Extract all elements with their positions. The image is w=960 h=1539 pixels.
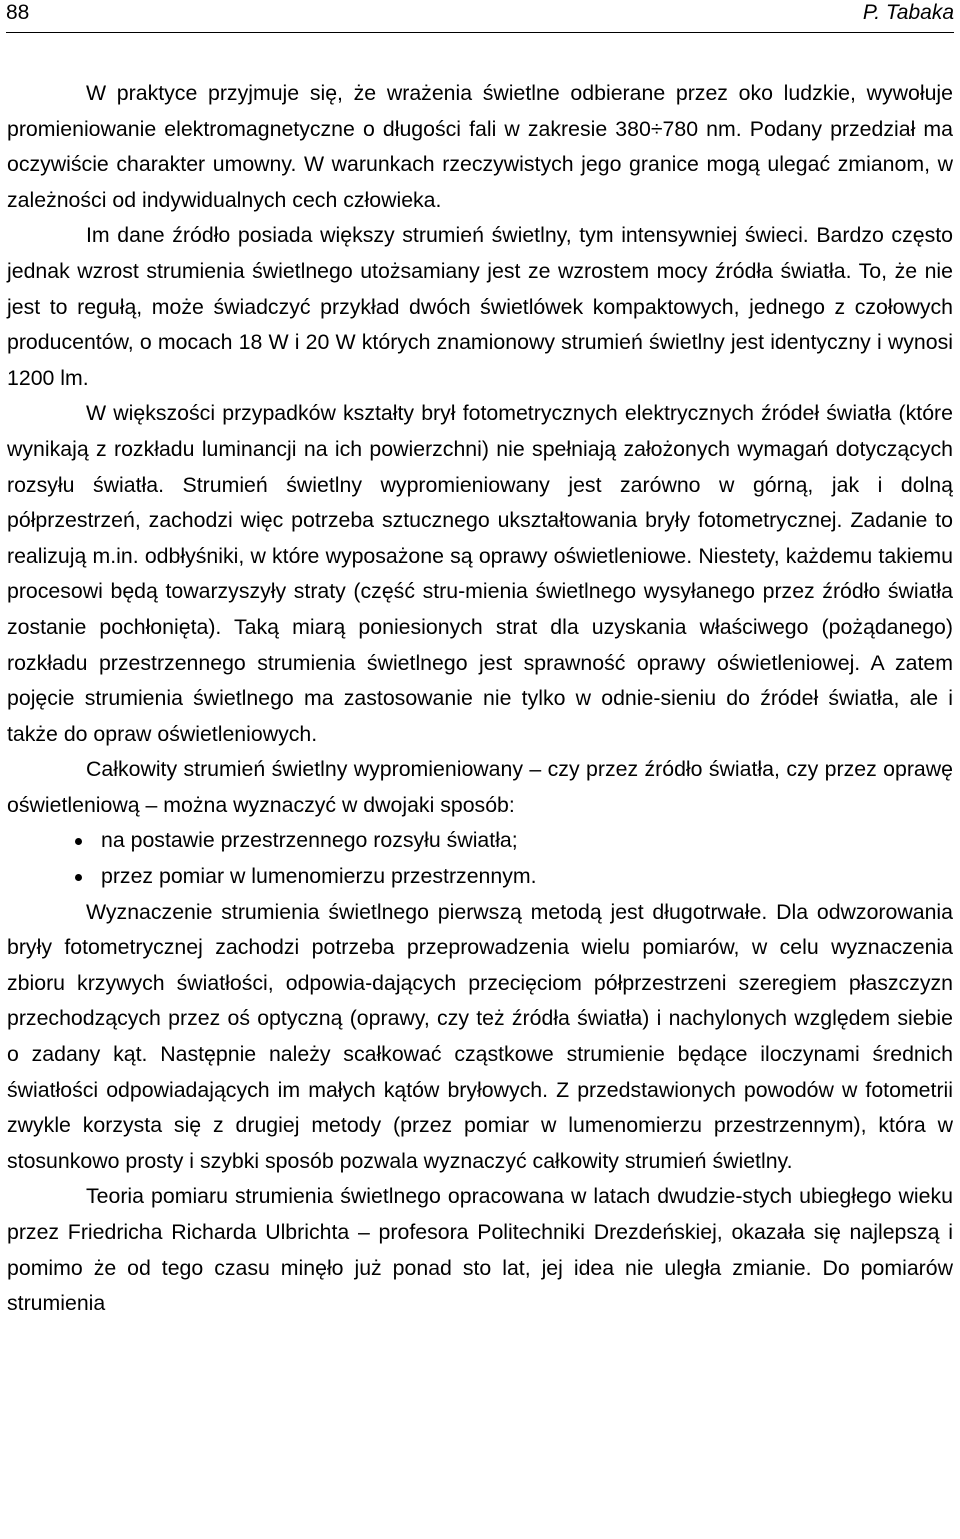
- body-text: [7, 76, 953, 1322]
- running-header: [6, 0, 954, 33]
- bullet-icon: [75, 874, 82, 881]
- paragraph: Teoria pomiaru strumienia świetlnego opracowana w latach dwudzie-stych ubiegłego wieku przez Friedricha Richarda Ulbrichta – profesora Politechniki Drezdeńskiej, okazała się najlepszą i pomimo że od tego czasu minęło już ponad sto lat, jej idea nie uległa zmianie. Do pomiarów strumienia: [7, 1184, 953, 1316]
- paragraph: Całkowity strumień świetlny wypromieniowany – czy przez źródło światła, czy przez oprawę oświetleniową – można wyznaczyć w dwojaki sposób:: [7, 757, 953, 817]
- list-item: [7, 823, 953, 859]
- paragraph: Im dane źródło posiada większy strumień świetlny, tym intensywniej świeci. Bardzo często jednak wzrost strumienia świetlnego utożsamiany jest ze wzrostem mocy źródła światła. To, że nie jest to regułą, może świadczyć przykład dwóch świetlówek kompaktowych, jednego z czołowych producentów, o mocach 18 W i 20 W których znamionowy strumień świetlny jest identyczny i wynosi 1200 lm.: [7, 223, 953, 390]
- paragraph: Wyznaczenie strumienia świetlnego pierwszą metodą jest długotrwałe. Dla odwzorowania bryły fotometrycznej zachodzi potrzeba przeprowadzenia wielu pomiarów, w celu wyznaczenia zbioru krzywych światłości, odpowia-dających przecięciom półprzestrzeni szeregiem płaszczyzn przechodzących przez oś optyczną (oprawy, czy też źródła światła) i nachylonych względem siebie o zadany kąt. Następnie należy scałkować cząstkowe strumienie będące iloczynami średnich światłości odpowiadających im małych kątów bryłowych. Z przedstawionych powodów w fotometrii zwykle korzysta się z drugiej metody (przez pomiar w lumenomierzu przestrzennym), która w stosunkowo prosty i szybki sposób pozwala wyznaczyć całkowity strumień świetlny.: [7, 899, 953, 1173]
- bullet-list: [7, 823, 953, 894]
- paragraph: W większości przypadków kształty brył fotometrycznych elektrycznych źródeł światła (które wynikają z rozkładu luminancji na ich powierzchni) nie spełniają założonych wymagań dotyczących rozsyłu światła. Strumień świetlny wypromieniowany jest zarówno w górną, jak i dolną półprzestrzeń, zachodzi więc potrzeba sztucznego ukształtowania bryły fotometrycznej. Zadanie to realizują m.in. odbłyśniki, w które wyposażone są oprawy oświetleniowe. Niestety, każdemu takiemu procesowi będą towarzyszyły straty (część stru-mienia świetlnego wysyłanego przez źródło światła zostanie pochłonięta). Taką miarą poniesionych strat dla uzyskania właściwego (pożądanego) rozkładu przestrzennego strumienia świetlnego jest sprawność oprawy oświetleniowej. A zatem pojęcie strumienia świetlnego ma zastosowanie nie tylko w odnie-sieniu do źródeł światła, ale i także do opraw oświetleniowych.: [7, 401, 953, 746]
- running-title: P. Tabaka: [862, 1, 954, 24]
- list-item-text: przez pomiar w lumenomierzu przestrzennym.: [101, 864, 537, 889]
- list-item: [7, 859, 953, 895]
- bullet-icon: [75, 838, 82, 845]
- paragraph: W praktyce przyjmuje się, że wrażenia świetlne odbierane przez oko ludzkie, wywołuje promieniowanie elektromagnetyczne o długości fali w zakresie 380÷780 nm. Podany przedział ma oczywiście charakter umowny. W warunkach rzeczywistych jego granice mogą ulegać zmianom, w zależności od indywidualnych cech człowieka.: [7, 81, 953, 212]
- list-item-text: na postawie przestrzennego rozsyłu światła;: [101, 828, 518, 853]
- page-number: 88: [6, 1, 30, 24]
